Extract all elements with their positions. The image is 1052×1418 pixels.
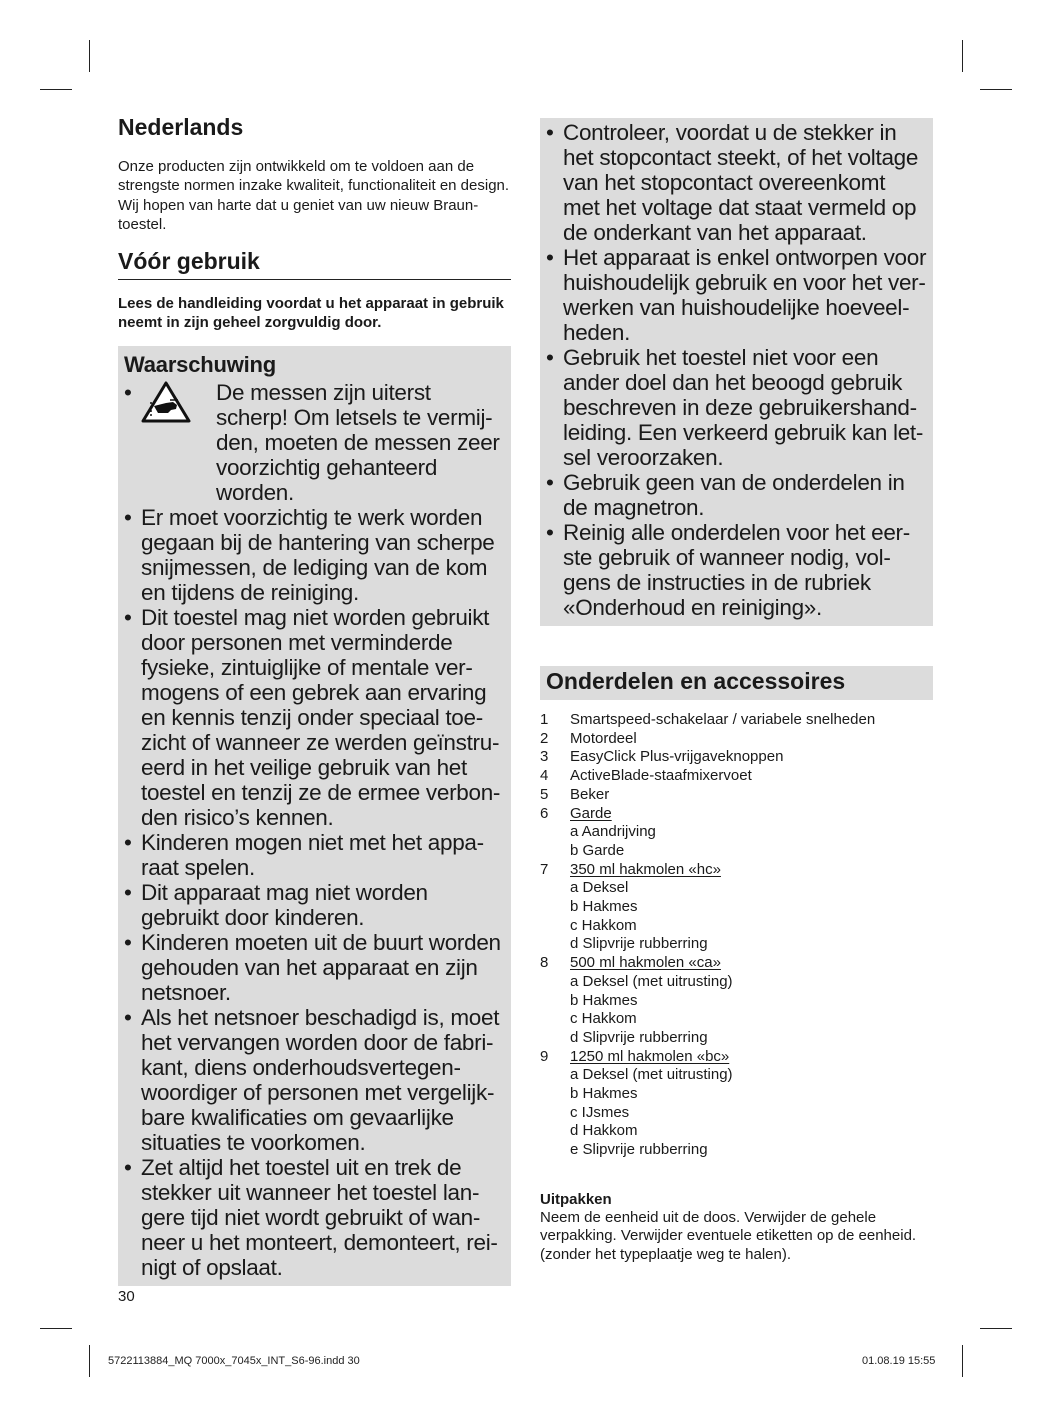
warning-item-text: Reinig alle onderdelen voor het eerste gebruik of wanneer nodig, volgens de instructies in de rubriek «Onderhoud en reiniging». — [563, 520, 911, 620]
warning-box-continued — [540, 118, 933, 626]
part-label: 500 ml hakmolen «ca» — [570, 954, 721, 972]
part-label: 1250 ml hakmolen «bc» — [570, 1047, 730, 1065]
warning-item — [124, 830, 503, 880]
list-item — [540, 711, 933, 730]
bullet: • — [124, 379, 132, 405]
warning-item — [546, 245, 927, 345]
sub-item: b Hakmes — [570, 898, 638, 916]
part-number: 7 — [540, 860, 549, 878]
part-label: ActiveBlade-staafmixervoet — [570, 767, 752, 785]
bullet: • — [546, 120, 554, 145]
warning-item — [546, 345, 927, 470]
parts-title: Onderdelen en accessoires — [546, 668, 846, 694]
crop-mark — [962, 1345, 963, 1377]
hand-blade-warning-icon — [140, 380, 192, 424]
warning-item-text: Gebruik het toestel niet voor een ander doel dan het beoogd gebruik beschreven in deze gebruikershandleiding. Een verkeerd gebruik kan letsel veroorzaken. — [563, 345, 924, 470]
part-number: 3 — [540, 748, 549, 766]
page-number: 30 — [118, 1288, 135, 1305]
sub-item: a Deksel (met uitrusting) — [570, 972, 733, 990]
bullet: • — [124, 1004, 132, 1030]
part-number: 6 — [540, 804, 549, 822]
list-item — [540, 1048, 933, 1067]
warning-box — [118, 346, 511, 1286]
part-number: 1 — [540, 711, 549, 728]
part-label: Garde — [570, 804, 612, 822]
bold-note: Lees de handleiding voordat u het apparaat in gebruik neemt in zijn geheel zorgvuldig door. — [118, 294, 504, 331]
warning-item-text: Kinderen moeten uit de buurt worden gehouden van het apparaat en zijn netsnoer. — [141, 929, 501, 1005]
bullet: • — [124, 504, 132, 530]
warning-item-text: De messen zijn uiterst scherp! Om letsels te vermijden, moeten de messen zeer voorzichtig gehanteerd worden. — [216, 379, 500, 505]
part-label: EasyClick Plus-vrijgaveknoppen — [570, 748, 784, 766]
part-number: 9 — [540, 1047, 549, 1065]
warning-item — [546, 120, 927, 245]
bullet: • — [124, 829, 132, 855]
warning-item — [124, 605, 503, 830]
sub-item: a Aandrijving — [570, 823, 656, 841]
part-label: Beker — [570, 785, 610, 803]
warning-item — [124, 380, 503, 505]
warning-item — [124, 1155, 503, 1280]
crop-mark — [89, 1345, 90, 1377]
warning-item — [546, 520, 927, 620]
unpack-text: Neem de eenheid uit de doos. Verwijder de gehele verpakking. Verwijder eventuele etiketten op de eenheid. (zonder het typeplaatje weg te halen). — [540, 1208, 917, 1264]
sub-item: c Hakkom — [570, 1010, 637, 1028]
part-number: 5 — [540, 785, 549, 803]
crop-mark — [980, 89, 1012, 90]
crop-mark — [962, 40, 963, 72]
sub-item: d Hakkom — [570, 1122, 638, 1140]
part-number: 4 — [540, 767, 549, 785]
list-item — [540, 805, 933, 824]
language-title: Nederlands — [118, 114, 244, 140]
warning-item-text: Dit toestel mag niet worden gebruikt door personen met verminderde fysieke, zintuiglijke of mentale vermogens of een gebrek aan ervaring en kennis tenzij onder speciaal toezicht of wanneer ze werden geïnstrueerd in het veilige gebruik van het toestel en tenzij ze de ermee verbonden risico’s kennen. — [141, 604, 501, 830]
warning-item-text: Zet altijd het toestel uit en trek de stekker uit wanneer het toestel langere tijd niet wordt gebruikt of wanneer u het monteert, demonteert, reinigt of opslaat. — [141, 1154, 498, 1280]
sub-item: b Garde — [570, 841, 625, 859]
footer-file: 5722113884_MQ 7000x_7045x_INT_S6-96.indd 30 — [108, 1355, 360, 1367]
footer-date: 01.08.19 15:55 — [862, 1355, 936, 1367]
sub-item: d Slipvrije rubberring — [570, 935, 708, 953]
bullet: • — [124, 929, 132, 955]
warning-item — [124, 880, 503, 930]
list-item — [540, 748, 933, 767]
warning-item-text: Gebruik geen van de onderdelen in de magnetron. — [563, 470, 905, 520]
sub-item: b Hakmes — [570, 1085, 638, 1103]
sub-item: c IJsmes — [570, 1103, 630, 1121]
warning-item — [546, 470, 927, 520]
section-title: Vóór gebruik — [118, 248, 511, 280]
parts-list — [540, 711, 933, 1160]
parts-heading-bar — [540, 666, 933, 700]
crop-mark — [40, 1328, 72, 1329]
warning-item-text: Kinderen mogen niet met het apparaat spelen. — [141, 829, 485, 880]
warning-item-text: Als het netsnoer beschadigd is, moet het vervangen worden door de fabrikant, diens onderhoudsvertegenwoordiger of personen met vergelijkbare kwalificaties om gevaarlijke situaties te voorkomen. — [141, 1004, 500, 1155]
right-column — [540, 118, 933, 1265]
bullet: • — [546, 520, 554, 545]
part-number: 2 — [540, 729, 549, 747]
part-number: 8 — [540, 954, 549, 972]
warning-item — [124, 505, 503, 605]
list-item — [540, 767, 933, 786]
bullet: • — [546, 345, 554, 370]
crop-mark — [980, 1328, 1012, 1329]
bullet: • — [546, 470, 554, 495]
sub-item: a Deksel — [570, 879, 629, 897]
warning-item-text: Er moet voorzichtig te werk worden gegaan bij de hantering van scherpe snijmessen, de lediging van de kom en tijdens de reiniging. — [141, 504, 495, 605]
warning-item — [124, 930, 503, 1005]
bullet: • — [124, 604, 132, 630]
unpack-title: Uitpakken — [540, 1190, 612, 1208]
warning-title: Waarschuwing — [124, 351, 277, 377]
crop-mark — [89, 40, 90, 72]
sub-item: b Hakmes — [570, 991, 638, 1009]
bullet: • — [546, 245, 554, 270]
bullet: • — [124, 1154, 132, 1180]
warning-item-text: Dit apparaat mag niet worden gebruikt door kinderen. — [141, 879, 428, 930]
bullet: • — [124, 879, 132, 905]
list-item — [540, 861, 933, 880]
part-label: Motordeel — [570, 729, 637, 747]
sub-item: d Slipvrije rubberring — [570, 1028, 708, 1046]
list-item — [540, 954, 933, 973]
left-column — [118, 110, 511, 1286]
warning-item-text: Controleer, voordat u de stekker in het stopcontact steekt, of het voltage van het stopcontact overeenkomt met het voltage dat staat vermeld op de onderkant van het apparaat. — [563, 120, 919, 245]
warning-item — [124, 1005, 503, 1155]
sub-item: a Deksel (met uitrusting) — [570, 1066, 733, 1084]
crop-mark — [40, 89, 72, 90]
part-label: 350 ml hakmolen «hc» — [570, 860, 721, 878]
sub-item: c Hakkom — [570, 916, 637, 934]
list-item — [540, 730, 933, 749]
sub-item: e Slipvrije rubberring — [570, 1141, 708, 1159]
intro-paragraph: Onze producten zijn ontwikkeld om te voldoen aan de strengste normen inzake kwaliteit, functionaliteit en design. Wij hopen van harte dat u geniet van uw nieuw Braun-toestel. — [118, 158, 510, 234]
warning-item-text: Het apparaat is enkel ontworpen voor huishoudelijk gebruik en voor het verwerken van huishoudelijke hoeveelheden. — [563, 245, 927, 345]
list-item — [540, 786, 933, 805]
part-label: Smartspeed-schakelaar / variabele snelheden — [570, 711, 876, 728]
